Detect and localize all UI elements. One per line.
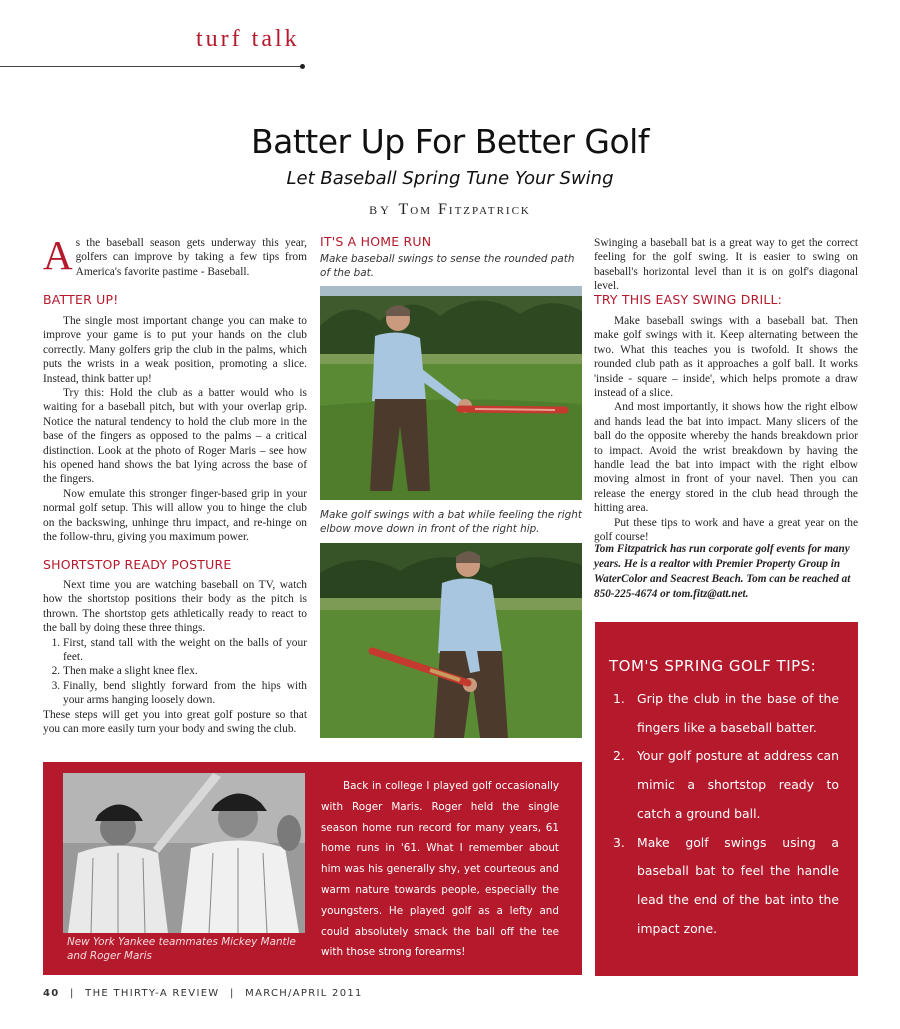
footer-separator: | xyxy=(70,988,75,999)
byline-author: Tom Fitzpatrick xyxy=(398,201,531,218)
swing-drill-p2: Make baseball swings with a baseball bat. Then make golf swings with it. Keep alternating between the two. What this teaches you is twofold. It shows the rounded club path as it approaches a golf ball. It works 'inside - square – inside', which helps promote a draw instead of a slice. xyxy=(594,315,858,400)
tips-box xyxy=(595,622,858,976)
byline-prefix: BY xyxy=(369,203,392,217)
tip-number: 2. xyxy=(613,748,625,764)
tips-title: TOM'S SPRING GOLF TIPS: xyxy=(609,657,817,675)
photo-baseball-swing xyxy=(320,286,582,500)
batter-up-body xyxy=(43,314,307,545)
byline xyxy=(0,201,900,219)
batter-up-p1: The single most important change you can make to improve your game is to put your hands on the club correctly. Many golfers grip the club in the palms, which puts the wrists in a weak position, promoting a slice. Instead, think batter up! xyxy=(43,315,307,385)
article-subtitle: Let Baseball Spring Tune Your Swing xyxy=(286,168,614,189)
article-title: Batter Up For Better Golf xyxy=(251,122,649,161)
tip-text: Your golf posture at address can mimic a shortstop ready to catch a ground ball. xyxy=(637,748,839,821)
maris-story xyxy=(321,776,559,963)
heading-batter-up: BATTER UP! xyxy=(43,292,119,307)
tip-text: Grip the club in the base of the fingers like a baseball batter. xyxy=(637,691,839,735)
batter-up-p3: Now emulate this stronger finger-based grip in your normal golf setup. This will allow you to hinge the club on the backswing, unhinge thru impact, and re-hinge on the follow-thru, giving you maximum power. xyxy=(43,487,307,544)
swing-drill-p4: Put these tips to work and have a great year on the golf course! xyxy=(594,516,858,544)
swing-drill-p3: And most importantly, it shows how the right elbow and hands lead the bat into impact. Many slicers of the ball do the opposite whereby the hands breakdown prior to impact. Avoid the wrist breakdown by having the handle lead the bat into impact with the right elbow moving almost in front of your navel. Then you can release the energy stored in the club head through the hitting area. xyxy=(594,401,858,515)
heading-shortstop: SHORTSTOP READY POSTURE xyxy=(43,557,232,572)
col3-intro xyxy=(594,236,858,294)
footer-issue: MARCH/APRIL 2011 xyxy=(245,988,363,999)
page-number: 40 xyxy=(43,988,60,999)
intro-text: s the baseball season gets underway this year, golfers can improve by taking a few tips from America's favorite pastime - Baseball. xyxy=(75,237,307,278)
caption-mantle-maris: New York Yankee teammates Mickey Mantle and Roger Maris xyxy=(67,936,296,962)
caption-baseball-swing: Make baseball swings to sense the rounded path of the bat. xyxy=(320,253,575,279)
shortstop-step: 1. First, stand tall with the weight on the balls of your feet. xyxy=(63,636,307,665)
tip-number: 1. xyxy=(613,691,625,706)
heading-swing-drill: TRY THIS EASY SWING DRILL: xyxy=(594,292,783,307)
heading-home-run: IT'S A HOME RUN xyxy=(320,234,432,249)
shortstop-step: 2. Then make a slight knee flex. xyxy=(63,664,307,678)
intro-paragraph xyxy=(43,232,307,279)
dropcap: A xyxy=(43,232,73,278)
photo-golf-swing-with-bat xyxy=(320,543,582,738)
tip-number: 3. xyxy=(613,834,625,850)
col3-p1: Swinging a baseball bat is a great way to get the correct feeling for the golf swing. It is easier to swing on baseball's horizontal level than it is on golf's diagonal level. xyxy=(594,237,858,293)
header-dot xyxy=(300,64,305,69)
shortstop-steps xyxy=(43,636,307,708)
shortstop-p1: Next time you are watching baseball on TV, watch how the shortstop positions their body as the pitch is thrown. The shortstop gets athletically ready to react to the ball by doing these three things. xyxy=(43,579,307,635)
tips-list xyxy=(613,685,839,943)
section-label: turf talk xyxy=(196,26,300,52)
swing-drill-body xyxy=(594,314,858,545)
footer-separator: | xyxy=(229,988,235,999)
tip-item xyxy=(613,742,839,828)
tip-text: Make golf swings using a baseball bat to feel the handle lead the end of the bat into the impact zone. xyxy=(637,834,839,936)
shortstop-step: 3. Finally, bend slightly forward from the hips with your arms hanging loosely down. xyxy=(63,679,307,708)
shortstop-body xyxy=(43,578,307,736)
header-rule xyxy=(0,66,304,67)
caption-golf-swing: Make golf swings with a bat while feeling the right elbow move down in front of the right hip. xyxy=(320,509,582,535)
tip-item xyxy=(613,829,839,944)
tip-item xyxy=(613,685,839,742)
page-footer xyxy=(43,988,363,999)
author-bio: Tom Fitzpatrick has run corporate golf events for many years. He is a realtor with Premier Property Group in WaterColor and Seacrest Beach. Tom can be reached at 850-225-4674 or tom.fitz@att.net. xyxy=(594,543,851,600)
batter-up-p2: Try this: Hold the club as a batter would who is waiting for a baseball pitch, but with your overlap grip. Notice the natural tendency to hold the club more in the base of the fingers as opposed to the palms – a critical distinction. Look at the photo of Roger Maris – see how his opened hand shows the bat lying across the base of the fingers. xyxy=(43,387,307,486)
shortstop-p2: These steps will get you into great golf posture so that you can more easily turn your body and swing the club. xyxy=(43,708,307,736)
footer-publication: THE THIRTY-A REVIEW xyxy=(85,988,220,999)
maris-story-text: Back in college I played golf occasionally with Roger Maris. Roger held the single season home run record for many years, 61 home runs in '61. What I remember about him was his generally shy, yet courteous and warm nature towards people, especially the youngsters. He played golf as a lefty and could absolutely smack the ball off the tee with those strong forearms! xyxy=(321,780,559,959)
maris-box xyxy=(43,762,582,975)
photo-mantle-maris xyxy=(63,773,305,933)
